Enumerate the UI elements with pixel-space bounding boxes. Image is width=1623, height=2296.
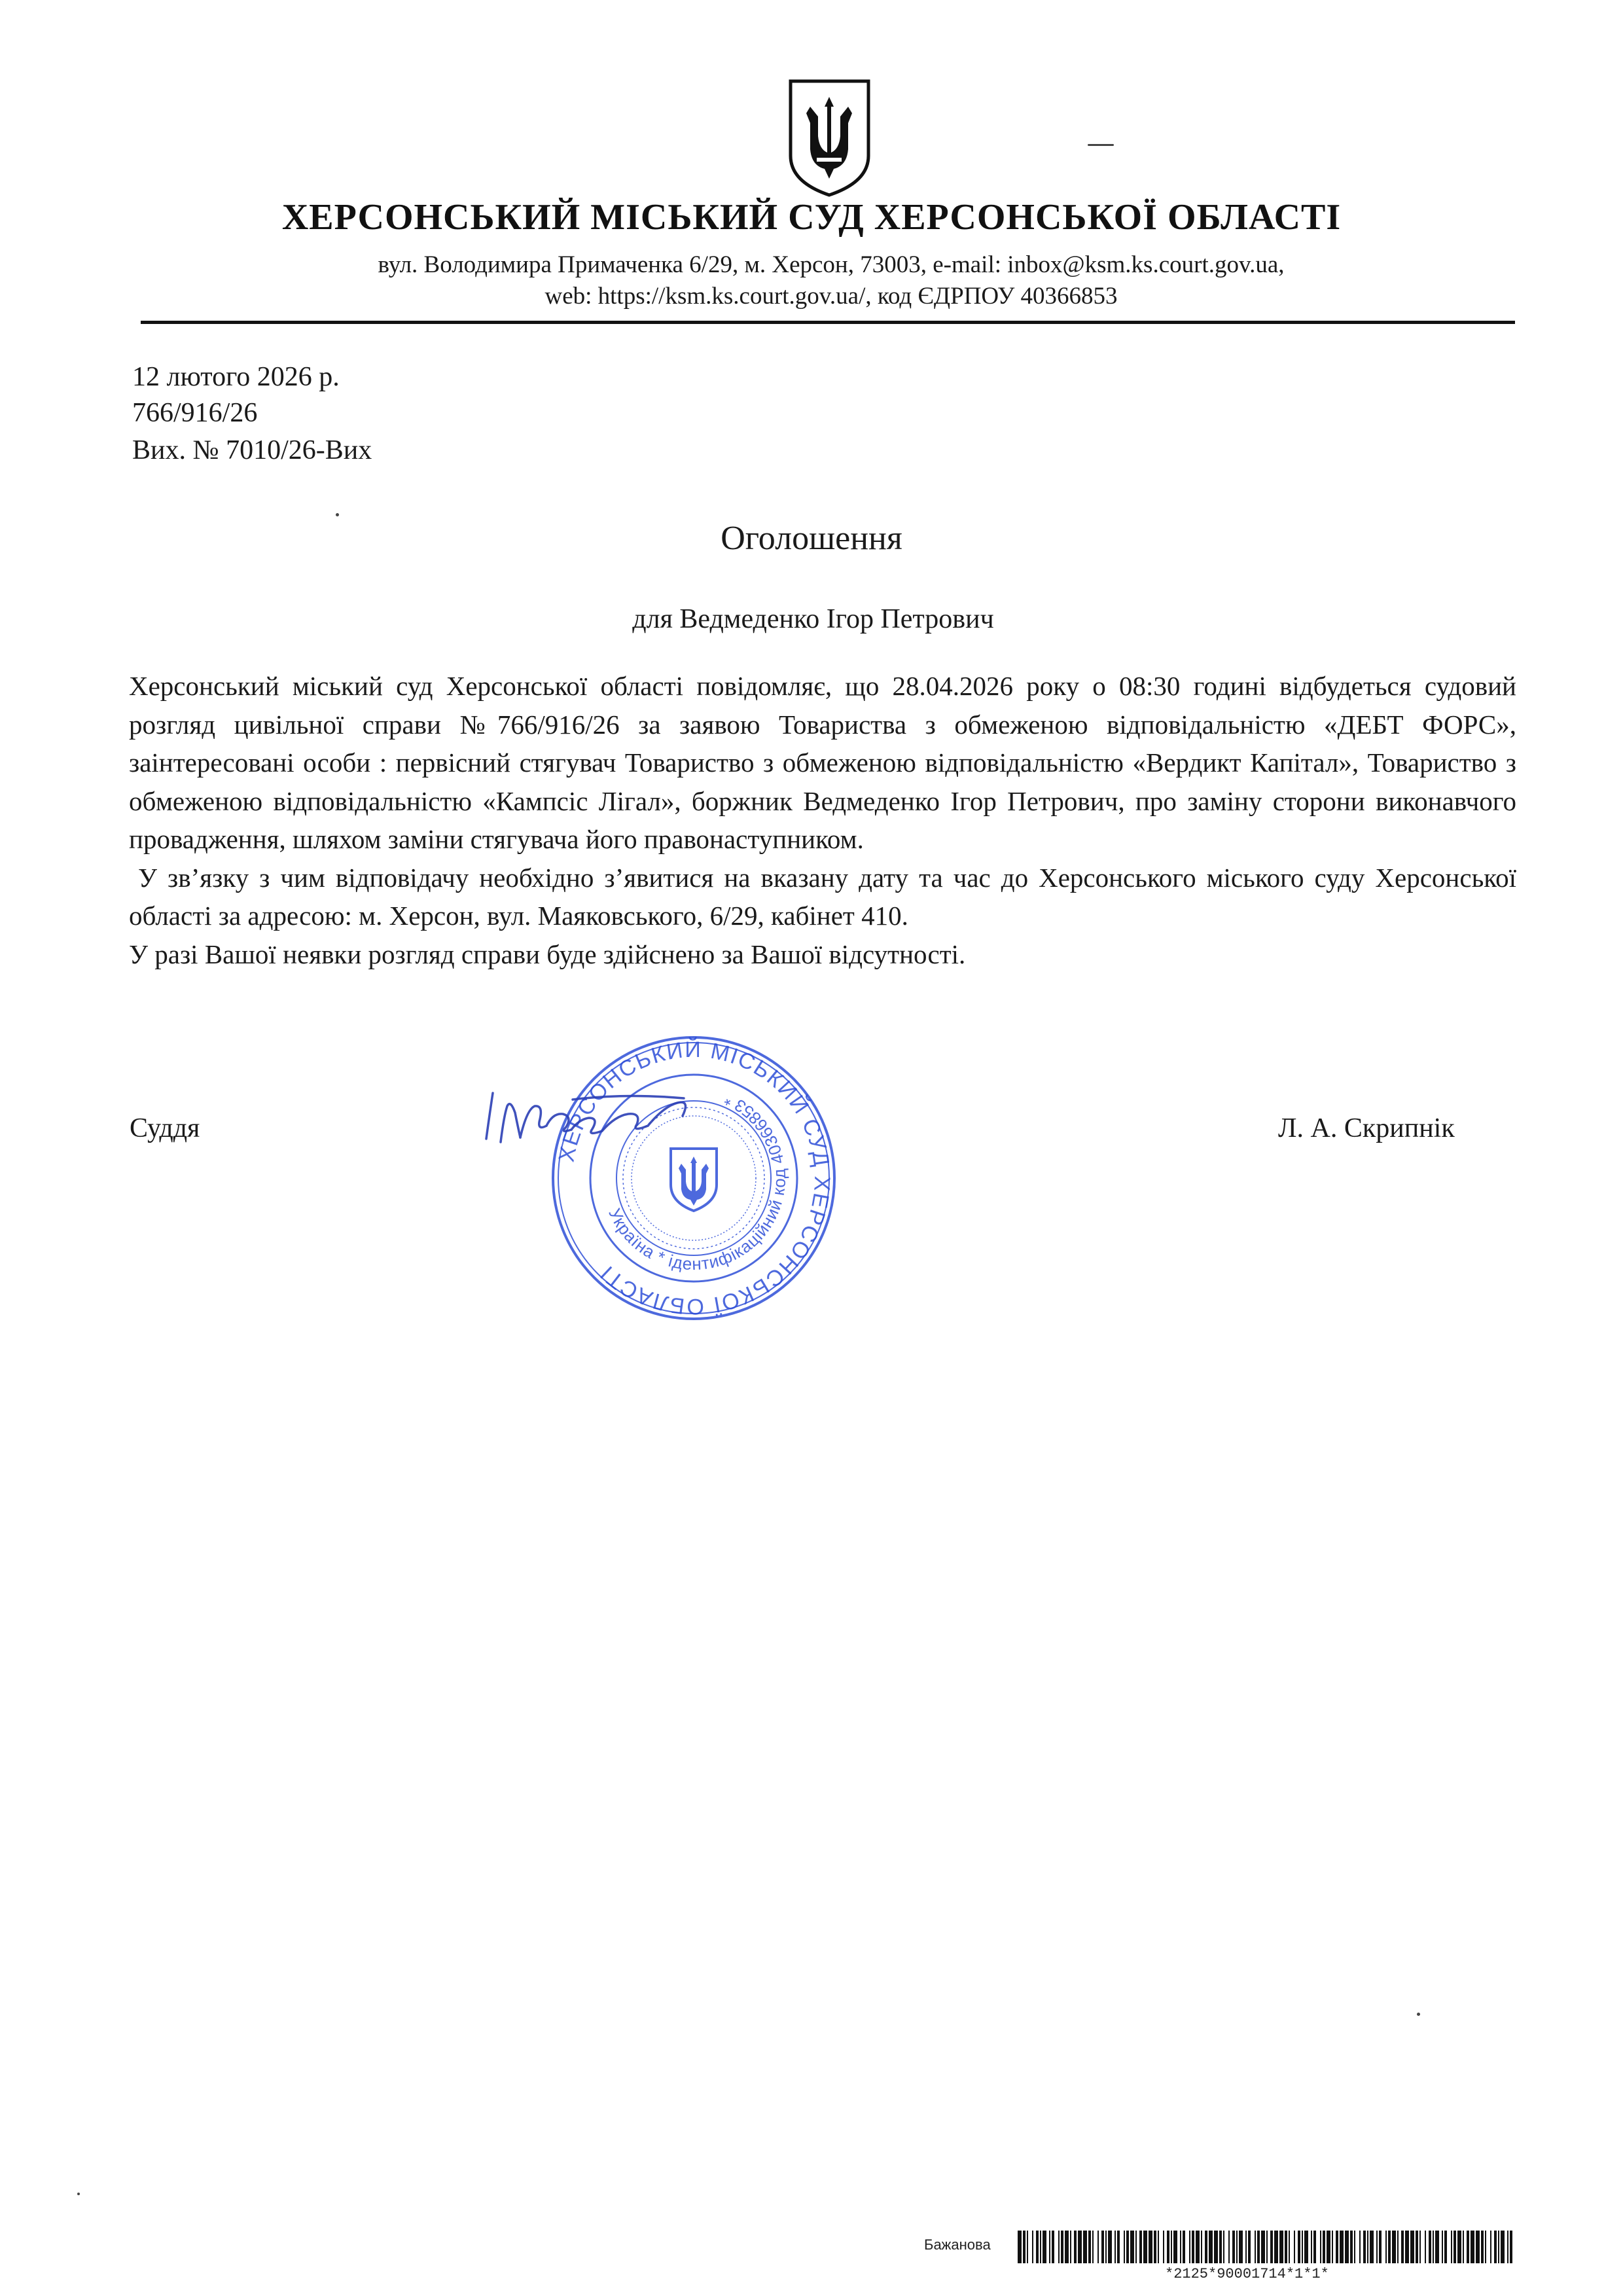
barcode-bar [1350,2231,1353,2263]
barcode-bar [1180,2231,1181,2263]
operator-name: Бажанова [924,2236,991,2253]
barcode-bar [1032,2231,1033,2263]
header-divider [141,321,1515,324]
barcode-bar [1027,2231,1028,2263]
barcode-bar [1117,2231,1120,2263]
document-body [129,667,1516,973]
barcode-bar [1154,2231,1156,2263]
scan-speck [1088,144,1114,146]
barcode-bar [1379,2231,1382,2263]
barcode-bar [1255,2231,1256,2263]
barcode-bar [1173,2231,1177,2263]
barcode-bar [1036,2231,1039,2263]
barcode-bar [1302,2231,1303,2263]
barcode-bar [1332,2231,1333,2263]
barcode-bar [1266,2231,1268,2263]
barcode-bar [1274,2231,1278,2263]
barcode-bar [1124,2231,1125,2263]
barcode-bar [1261,2231,1265,2263]
barcode-bar [1463,2231,1464,2263]
barcode-bar [1289,2231,1290,2263]
barcode-bar [1105,2231,1107,2263]
barcode-bar [1367,2231,1368,2263]
court-web-and-code: web: https://ksm.ks.court.gov.ua/, код ЄДРПОУ 40366853 [544,283,1118,310]
barcode-bar [1397,2231,1399,2263]
barcode-bar [1248,2231,1251,2263]
barcode-bar [1083,2231,1087,2263]
barcode-bar [1171,2231,1172,2263]
barcode-bar [1143,2231,1147,2263]
barcode-bar [1304,2231,1308,2263]
barcode-bar [1236,2231,1238,2263]
barcode-bar [1209,2231,1213,2263]
barcode-bar [1049,2231,1050,2263]
barcode-bar [1228,2231,1230,2263]
barcode-bar [1363,2231,1366,2263]
barcode-bar [1232,2231,1235,2263]
barcode-bar [1485,2231,1486,2263]
barcode-bar [1149,2231,1152,2263]
barcode-bar [1126,2231,1129,2263]
barcode-bar [1058,2231,1060,2263]
barcode-bar [1115,2231,1116,2263]
barcode-bar [1092,2231,1094,2263]
barcode-bar [1471,2231,1474,2263]
body-paragraph: У разі Вашої неявки розгляд справи буде здійснено за Вашої відсутності. [129,939,966,969]
barcode-bar [1320,2231,1321,2263]
barcode-bar [1279,2231,1283,2263]
barcode-bar [1433,2231,1434,2263]
barcode-bar [1444,2231,1447,2263]
barcode-bar [1313,2231,1316,2263]
barcode-bar [1323,2231,1325,2263]
barcode-bar [1481,2231,1484,2263]
barcode-bar [1101,2231,1104,2263]
barcode-bar [1451,2231,1452,2263]
barcode-bar [1205,2231,1207,2263]
outgoing-number: Вих. № 7010/26-Вих [132,435,372,465]
barcode-bar [1052,2231,1054,2263]
barcode-bar [1401,2231,1404,2263]
court-name: ХЕРСОНСЬКИЙ МІСЬКИЙ СУД ХЕРСОНСЬКОЇ ОБЛАСТІ [281,197,1342,238]
barcode-bar [1311,2231,1312,2263]
scan-speck [77,2193,80,2195]
barcode-bar [1467,2231,1469,2263]
barcode-bar [1043,2231,1046,2263]
barcode-bar [1167,2231,1169,2263]
barcode-bar [1158,2231,1159,2263]
barcode-bar [1388,2231,1391,2263]
barcode-bar [1108,2231,1112,2263]
barcode-bar [1192,2231,1194,2263]
barcode-bar [1327,2231,1330,2263]
barcode-bar [1285,2231,1287,2263]
barcode-bar [1442,2231,1443,2263]
barcode-bar [1425,2231,1426,2263]
barcode-image [1018,2231,1515,2263]
barcode-bar [1345,2231,1349,2263]
svg-text:ХЕРСОНСЬКИЙ МІСЬКИЙ СУД ХЕРСОН: ХЕРСОНСЬКИЙ МІСЬКИЙ СУД ХЕРСОНСЬКОЇ ОБЛАСТІ [554,1037,835,1319]
barcode-bar [1336,2231,1338,2263]
barcode-bar [1385,2231,1387,2263]
barcode-bar [1214,2231,1218,2263]
barcode-bar [1416,2231,1418,2263]
barcode-bar [1376,2231,1378,2263]
court-address: вул. Володимира Примаченка 6/29, м. Херсон, 73003, e-mail: inbox@ksm.ks.court.gov.ua, [378,251,1285,278]
barcode-bar [1405,2231,1409,2263]
barcode-bar [1476,2231,1480,2263]
barcode-bar [1270,2231,1273,2263]
barcode-bar [1130,2231,1134,2263]
barcode-bar [1196,2231,1200,2263]
barcode-bar [1074,2231,1077,2263]
barcode-bar [1354,2231,1355,2263]
barcode-bar [1018,2231,1022,2263]
barcode-bar [1298,2231,1300,2263]
barcode-bar [1219,2231,1222,2263]
barcode-bar [1201,2231,1202,2263]
barcode-bar [1189,2231,1190,2263]
barcode-bar [1040,2231,1041,2263]
case-number: 766/916/26 [132,398,258,428]
judge-role: Суддя [130,1113,200,1143]
trident-icon [785,77,874,198]
barcode-bar [1070,2231,1071,2263]
barcode-bar [1245,2231,1247,2263]
court-seal-stamp [546,1031,841,1325]
barcode-bar [1429,2231,1431,2263]
barcode-bar [1498,2231,1499,2263]
svg-text:Україна * ідентифікаційний код: Україна * ідентифікаційний код 40366853 * [605,1089,790,1274]
barcode-bar [1510,2231,1512,2263]
barcode-bar [1163,2231,1164,2263]
barcode-bar [1370,2231,1374,2263]
barcode-bar [1490,2231,1491,2263]
document-title: Оголошення [721,520,902,557]
barcode-bar [1359,2231,1361,2263]
body-paragraph: У зв’язку з чим відповідачу необхідно з’явитися на вказану дату та час до Херсонського міського суду Херсонської області за адресою: м. Херсон, вул. Маяковського, 6/29, кабінет 410. [129,862,1516,931]
barcode-bar [1223,2231,1224,2263]
judge-signature [474,1080,710,1165]
barcode-bar [1454,2231,1456,2263]
barcode-bar [1135,2231,1137,2263]
addressee: для Ведмеденко Ігор Петрович [632,604,994,634]
barcode-bar [1065,2231,1069,2263]
barcode-bar [1088,2231,1091,2263]
scan-speck [1417,2013,1420,2016]
barcode-bar [1097,2231,1099,2263]
judge-name: Л. А. Скрипнік [1278,1113,1455,1143]
body-paragraph: Херсонський міський суд Херсонської області повідомляє, що 28.04.2026 року о 08:30 годині відбудеться судовий розгляд цивільної справи №766/916/26 за заявою Товариства з обмеженою відповідальністю «ДЕБТ ФОРС», заінтересовані особи : первісний стягувач Товариство з обмеженою відповідальністю «Вердикт Капітал», Товариство з обмеженою відповідальністю «Кампсіс Лігал», боржник Ведмеденко Ігор Петрович, про заміну сторони виконавчого провадження, шляхом заміни стягувача його правонаступником. [129,671,1516,854]
barcode-bar [1239,2231,1243,2263]
barcode-bar [1435,2231,1439,2263]
barcode-bar [1061,2231,1063,2263]
barcode-bar [1294,2231,1295,2263]
barcode-text: *2125*90001714*1*1* [1165,2266,1329,2282]
barcode-bar [1494,2231,1497,2263]
barcode-bar [1419,2231,1421,2263]
barcode-bar [1507,2231,1508,2263]
barcode-bar [1410,2231,1414,2263]
document-date: 12 лютого 2026 р. [132,362,340,392]
barcode-bar [1501,2231,1505,2263]
barcode-bar [1257,2231,1260,2263]
barcode-bar [1392,2231,1396,2263]
barcode-bar [1078,2231,1082,2263]
barcode-bar [1023,2231,1026,2263]
barcode-bar [1183,2231,1185,2263]
barcode-bar [1139,2231,1142,2263]
barcode-bar [1340,2231,1344,2263]
scan-speck [336,513,339,516]
barcode-bar [1457,2231,1461,2263]
